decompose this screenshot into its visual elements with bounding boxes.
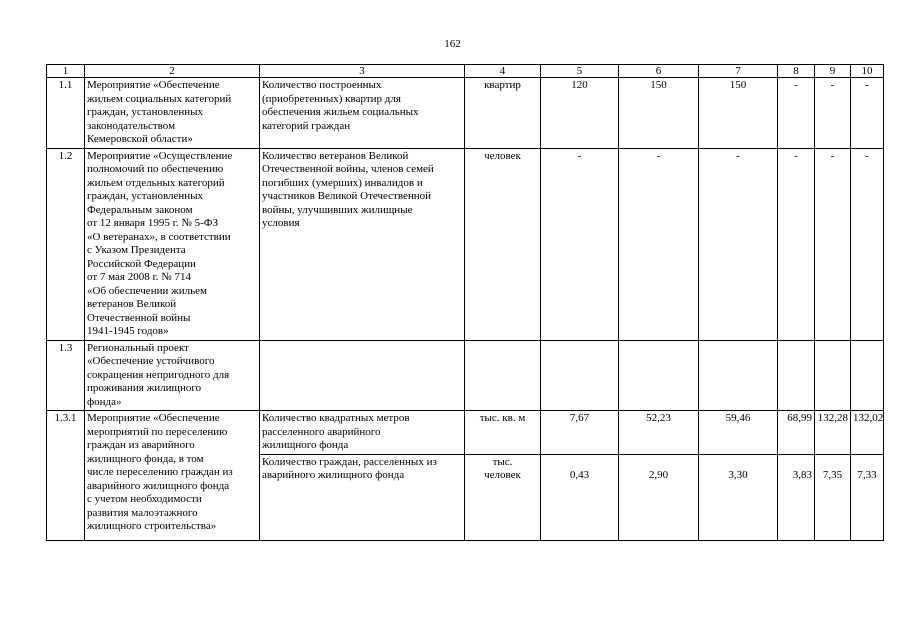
row-number: 1.1 xyxy=(47,78,85,149)
value-cell: 52,23 xyxy=(619,411,699,455)
empty-cell xyxy=(851,340,884,411)
event-name: Мероприятие «Осуществление полномочий по обеспечению жильем отдельных категорий граждан, установленных Федеральным законом от 12 января 1995 г. № 5-ФЗ «О ветеранах», в соответствии с Указом Президента Российской Федерации от 7 мая 2008 г. № 714 «Об обеспечении жильем ветеранов Великой Отечественной войны 1941-1945 годов» xyxy=(85,148,260,340)
empty-cell xyxy=(699,340,778,411)
empty-cell xyxy=(465,340,541,411)
value-cell: - xyxy=(778,78,815,149)
event-name: Мероприятие «Обеспечение мероприятий по переселению граждан из аварийного жилищного фонда, в том числе переселению граждан из аварийного жилищного фонда с учетом необходимости развития малоэтажного жилищного строительства» xyxy=(85,411,260,541)
value-cell: 59,46 xyxy=(699,411,778,455)
value-cell: 120 xyxy=(541,78,619,149)
empty-cell xyxy=(815,340,851,411)
column-number: 1 xyxy=(47,65,85,78)
column-number: 3 xyxy=(260,65,465,78)
column-number: 6 xyxy=(619,65,699,78)
empty-cell xyxy=(541,340,619,411)
table-row xyxy=(47,340,884,411)
column-number: 7 xyxy=(699,65,778,78)
page-number: 162 xyxy=(444,38,461,50)
value-cell: - xyxy=(851,148,884,340)
row-number: 1.3.1 xyxy=(47,411,85,541)
column-number: 8 xyxy=(778,65,815,78)
column-number: 9 xyxy=(815,65,851,78)
value-cell: - xyxy=(619,148,699,340)
value-cell: - xyxy=(851,78,884,149)
unit-cell: человек xyxy=(465,148,541,340)
indicator-name: Количество квадратных метров расселенного аварийного жилищного фонда xyxy=(260,411,465,455)
unit-cell: квартир xyxy=(465,78,541,149)
value-cell: 3,83 xyxy=(778,454,815,540)
empty-cell xyxy=(619,340,699,411)
project-name: Региональный проект «Обеспечение устойчивого сокращения непригодного для проживания жилищного фонда» xyxy=(85,340,260,411)
row-number: 1.2 xyxy=(47,148,85,340)
table-row xyxy=(47,411,884,455)
value-cell: 7,35 xyxy=(815,454,851,540)
value-cell: 7,33 xyxy=(851,454,884,540)
indicator-name: Количество граждан, расселенных из аварийного жилищного фонда xyxy=(260,454,465,540)
unit-cell: тыс. человек xyxy=(465,454,541,540)
column-number: 2 xyxy=(85,65,260,78)
value-cell: 0,43 xyxy=(541,454,619,540)
empty-cell xyxy=(778,340,815,411)
indicators-table xyxy=(46,64,884,541)
value-cell: 2,90 xyxy=(619,454,699,540)
value-cell: 132,28 xyxy=(815,411,851,455)
value-cell: 7,67 xyxy=(541,411,619,455)
column-number: 10 xyxy=(851,65,884,78)
column-number-row xyxy=(47,65,884,78)
unit-cell: тыс. кв. м xyxy=(465,411,541,455)
value-cell: - xyxy=(541,148,619,340)
value-cell: 132,02 xyxy=(851,411,884,455)
table-row xyxy=(47,148,884,340)
value-cell: - xyxy=(815,148,851,340)
row-number: 1.3 xyxy=(47,340,85,411)
column-number: 4 xyxy=(465,65,541,78)
empty-cell xyxy=(260,340,465,411)
column-number: 5 xyxy=(541,65,619,78)
value-cell: - xyxy=(699,148,778,340)
value-cell: - xyxy=(778,148,815,340)
indicator-name: Количество построенных (приобретенных) квартир для обеспечения жильем социальных категорий граждан xyxy=(260,78,465,149)
value-cell: - xyxy=(815,78,851,149)
value-cell: 3,30 xyxy=(699,454,778,540)
table-row xyxy=(47,78,884,149)
event-name: Мероприятие «Обеспечение жильем социальных категорий граждан, установленных законодательством Кемеровской области» xyxy=(85,78,260,149)
value-cell: 150 xyxy=(699,78,778,149)
value-cell: 150 xyxy=(619,78,699,149)
value-cell: 68,99 xyxy=(778,411,815,455)
indicator-name: Количество ветеранов Великой Отечественной войны, членов семей погибших (умерших) инвалидов и участников Великой Отечественной войны, улучшивших жилищные условия xyxy=(260,148,465,340)
